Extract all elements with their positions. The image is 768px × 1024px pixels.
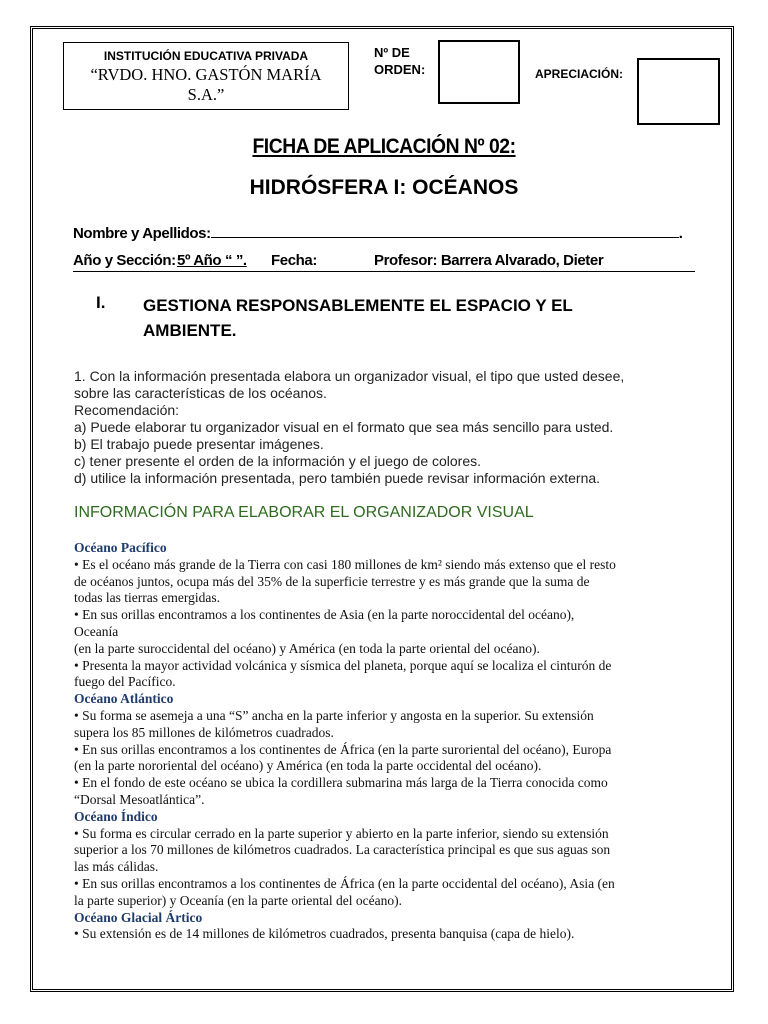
ocean-heading-atlantic: Océano Atlántico [74,691,174,707]
ocean-text-line: la parte superior) y Oceanía (en la parte oriental del océano). [74,892,402,908]
ocean-text-line: • En sus orillas encontramos a los continentes de África (en la parte suroriental del océano), Europa [74,741,612,757]
name-end: . [678,225,683,242]
instruction-line: b) El trabajo puede presentar imágenes. [74,436,324,452]
instruction-line: c) tener presente el orden de la información y el juego de colores. [74,453,482,469]
ocean-text-line: • Su forma se asemeja a una “S” ancha en la parte inferior y angosta en la superior. Su extensión [74,707,594,723]
date-label: Fecha: [271,252,317,269]
instruction-line: d) utilice la información presentada, pero también puede revisar información externa. [74,470,601,486]
section-number: I. [96,293,106,312]
ocean-text-line: • En sus orillas encontramos a los continentes de Asia (en la parte noroccidental del océano), [74,607,575,623]
institution-name-line2: S.A.” [187,85,225,104]
ocean-text-line: • Su forma es circular cerrado en la parte superior y abierto en la parte inferior, siendo su extensión [74,825,609,841]
ocean-text-line: fuego del Pacífico. [74,674,176,690]
ocean-text-line: • Es el océano más grande de la Tierra con casi 180 millones de km² siendo más extenso que el resto [74,556,616,572]
year-label: Año y Sección: [73,252,176,269]
name-label: Nombre y Apellidos: [73,225,211,242]
ocean-text-line: • Su extensión es de 14 millones de kilómetros cuadrados, presenta banquisa (capa de hielo). [74,926,575,942]
ocean-text-line: “Dorsal Mesoatlántica”. [74,791,205,807]
name-blank-line[interactable] [211,223,679,238]
ocean-heading-pacific: Océano Pacífico [74,540,167,555]
ocean-text-line: • En sus orillas encontramos a los continentes de África (en la parte occidental del océano), Asia (en [74,875,615,891]
year-value: 5º Año “ ”. [177,252,247,269]
order-label-line2: ORDEN: [374,62,426,77]
institution-type: INSTITUCIÓN EDUCATIVA PRIVADA [103,49,309,63]
ocean-text-line: Oceanía [74,623,119,639]
ocean-text-line: de océanos juntos, ocupa más del 35% de la superficie terrestre y es más grande que la suma de [74,573,590,589]
ocean-text-line: (en la parte suroccidental del océano) y América (en toda la parte oriental del océano). [74,640,540,656]
subject-title: HIDRÓSFERA I: OCÉANOS [249,176,519,199]
ocean-heading-indian: Océano Índico [74,808,158,824]
year-section-row [73,252,695,272]
instruction-line: sobre las características de los océanos. [74,385,327,401]
institution-box [63,42,349,110]
institution-name-line1: “RVDO. HNO. GASTÓN MARÍA [90,65,322,84]
ocean-text-line: • Presenta la mayor actividad volcánica y sísmica del planeta, porque aquí se localiza el cinturón de [74,657,612,673]
institution-name [64,65,348,105]
appreciation-label: APRECIACIÓN: [535,67,624,81]
order-label-line1: Nº DE [374,45,410,60]
ocean-text-line: superior a los 70 millones de kilómetros cuadrados. La característica principal es que sus aguas son [74,842,611,858]
ocean-info [74,540,704,943]
section-title: GESTIONA RESPONSABLEMENTE EL ESPACIO Y EL AMBIENTE. [143,296,573,340]
worksheet-title: FICHA DE APLICACIÓN Nº 02: [252,135,516,158]
instructions [74,368,714,487]
ocean-text-line: todas las tierras emergidas. [74,590,220,606]
teacher-name: Profesor: Barrera Alvarado, Dieter [374,252,604,269]
student-name-row [73,223,682,242]
order-number-label [374,44,425,78]
info-heading: INFORMACIÓN PARA ELABORAR EL ORGANIZADOR VISUAL [74,504,534,521]
ocean-text-line: (en la parte nororiental del océano) y América (en toda la parte occidental del océano). [74,758,542,774]
ocean-text-line: supera los 85 millones de kilómetros cuadrados. [74,724,334,740]
order-number-box[interactable] [438,40,520,104]
instruction-line: 1. Con la información presentada elabora un organizador visual, el tipo que usted desee, [74,368,625,384]
ocean-text-line: • En el fondo de este océano se ubica la cordillera submarina más larga de la Tierra conocida como [74,775,608,791]
appreciation-box[interactable] [637,58,720,125]
instruction-line: Recomendación: [74,402,180,418]
instruction-line: a) Puede elaborar tu organizador visual en el formato que sea más sencillo para usted. [74,419,614,435]
ocean-heading-arctic: Océano Glacial Ártico [74,909,203,925]
ocean-text-line: las más cálidas. [74,859,159,875]
